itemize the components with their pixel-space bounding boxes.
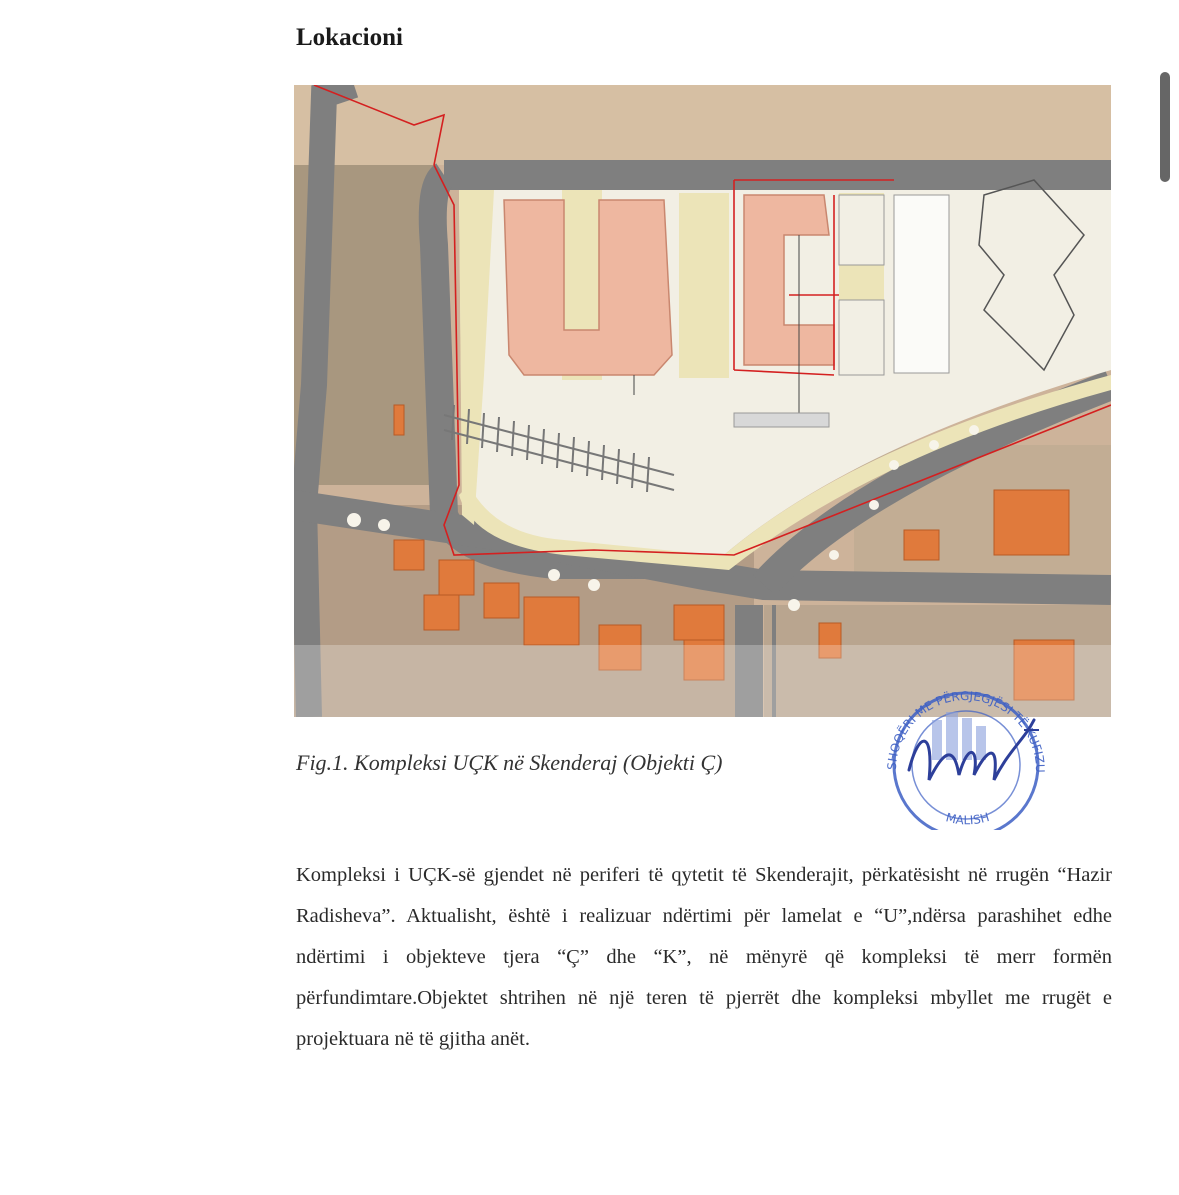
svg-text:MALISH: [944, 810, 990, 827]
stamp-ring-text: SHOQËRI ME PËRGJEGJËSI TË KUFIZU: [884, 690, 1048, 773]
scrollbar-thumb[interactable]: [1160, 72, 1170, 182]
svg-text:SHOQËRI ME PËRGJEGJËSI TË KUFI: [874, 690, 1047, 773]
body-paragraph: Kompleksi i UÇK-së gjendet në periferi të qytetit të Skenderajit, përkatësisht në rrugën “Hazir Radisheva”. Aktualisht, është i realizuar ndërtimi për lamelat e “U”,ndërsa parashihet edhe ndërtimi i objekteve tjera “Ç” dhe “K”, në mënyrë që kompleksi të merr formën përfundimtare.Objektet shtrihen në një teren të pjerrët dhe kompleksi mbyllet me rrugët e projektuara në të gjitha anët.: [296, 864, 1112, 1050]
page-heading: Lokacioni: [296, 24, 403, 51]
stamp-bottom-text: MALISH: [944, 809, 991, 828]
figure-caption: Fig.1. Kompleksi UÇK në Skenderaj (Objekti Ç): [296, 750, 723, 775]
company-stamp: [874, 690, 1056, 830]
site-plan-image: [294, 85, 1111, 717]
